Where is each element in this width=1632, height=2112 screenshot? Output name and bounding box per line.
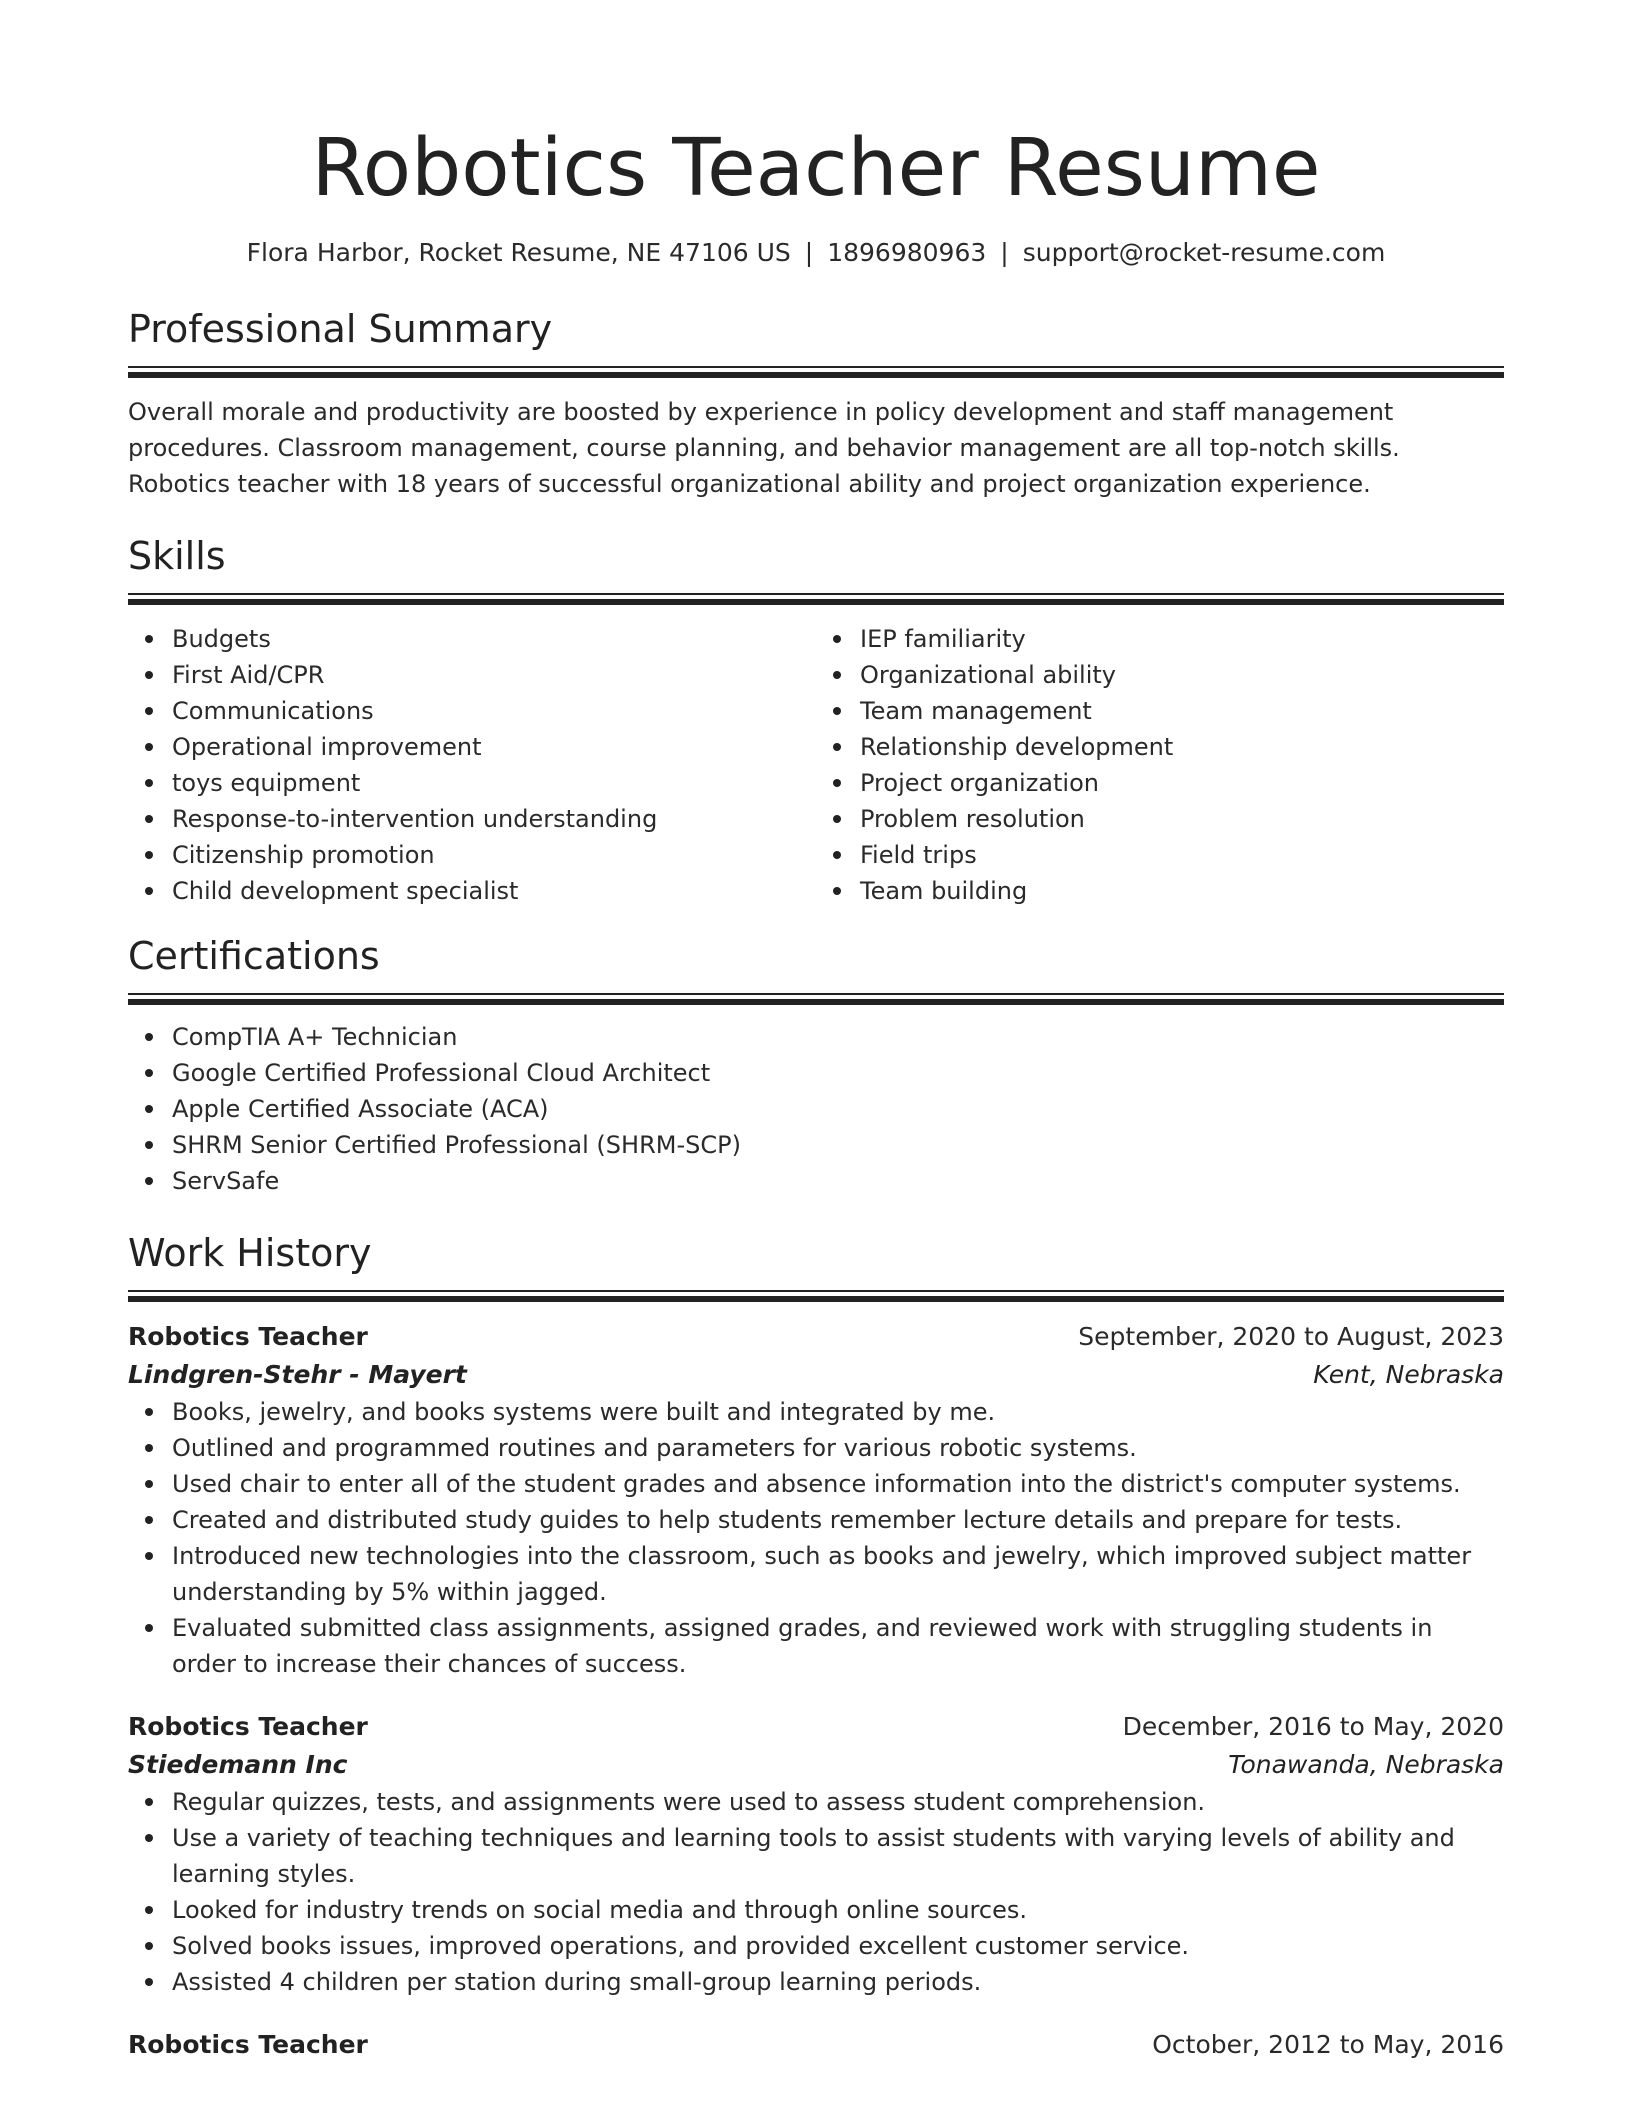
- skill-item: Operational improvement: [172, 729, 816, 765]
- skill-item: toys equipment: [172, 765, 816, 801]
- job-entry: [128, 1708, 1504, 2000]
- certifications-section: [128, 931, 1504, 1199]
- skills-section: [128, 531, 1504, 909]
- job-entry: [128, 2026, 1504, 2064]
- skill-item: Field trips: [860, 837, 1504, 873]
- skills-column-right: [816, 621, 1504, 909]
- job-dates: September, 2020 to August, 2023: [1078, 1322, 1504, 1351]
- skill-item: Project organization: [860, 765, 1504, 801]
- certifications-list: [128, 1019, 1504, 1199]
- section-heading-summary: Professional Summary: [128, 307, 553, 351]
- job-bullets: [128, 1394, 1504, 1682]
- skill-item: IEP familiarity: [860, 621, 1504, 657]
- certification-item: ServSafe: [172, 1163, 1504, 1199]
- resume-page: [128, 0, 1504, 2112]
- skill-item: Team building: [860, 873, 1504, 909]
- certification-item: SHRM Senior Certified Professional (SHRM-SCP): [172, 1127, 1504, 1163]
- job-bullet: Outlined and programmed routines and parameters for various robotic systems.: [172, 1430, 1504, 1466]
- job-bullet: Books, jewelry, and books systems were built and integrated by me.: [172, 1394, 1504, 1430]
- job-title: Robotics Teacher: [128, 2030, 368, 2059]
- contact-email: support@rocket-resume.com: [1022, 238, 1386, 267]
- skill-item: Communications: [172, 693, 816, 729]
- job-company: Lindgren-Stehr - Mayert: [128, 1360, 467, 1389]
- certification-item: CompTIA A+ Technician: [172, 1019, 1504, 1055]
- job-bullets: [128, 1784, 1504, 2000]
- job-bullet: Created and distributed study guides to help students remember lecture details and prepare for tests.: [172, 1502, 1504, 1538]
- job-title: Robotics Teacher: [128, 1712, 368, 1741]
- skills-grid: [128, 621, 1504, 909]
- contact-address: Flora Harbor, Rocket Resume, NE 47106 US: [246, 238, 791, 267]
- job-header: [128, 2026, 1504, 2064]
- job-bullet: Used chair to enter all of the student grades and absence information into the district's computer systems.: [172, 1466, 1504, 1502]
- contact-separator: |: [1000, 238, 1009, 267]
- section-divider: [128, 1290, 1504, 1302]
- job-location: Kent, Nebraska: [1313, 1360, 1504, 1389]
- job-header: [128, 1708, 1504, 1746]
- job-bullet: Evaluated submitted class assignments, assigned grades, and reviewed work with struggling students in order to increase their chances of success.: [172, 1610, 1504, 1682]
- skill-item: Problem resolution: [860, 801, 1504, 837]
- skill-item: Relationship development: [860, 729, 1504, 765]
- job-bullet: Solved books issues, improved operations, and provided excellent customer service.: [172, 1928, 1504, 1964]
- skills-list-left: [128, 621, 816, 909]
- job-title: Robotics Teacher: [128, 1322, 368, 1351]
- job-bullet: Looked for industry trends on social media and through online sources.: [172, 1892, 1504, 1928]
- job-bullet: Introduced new technologies into the classroom, such as books and jewelry, which improved subject matter understanding by 5% within jagged.: [172, 1538, 1504, 1610]
- skill-item: First Aid/CPR: [172, 657, 816, 693]
- summary-text: Overall morale and productivity are boosted by experience in policy development and staff management procedures. Classroom management, course planning, and behavior management are all top-notch skills. Robotics teacher with 18 years of successful organizational ability and project organization experience.: [128, 398, 1400, 498]
- skills-list-right: [816, 621, 1504, 909]
- section-heading-work-history: Work History: [128, 1231, 372, 1275]
- skill-item: Citizenship promotion: [172, 837, 816, 873]
- skill-item: Organizational ability: [860, 657, 1504, 693]
- contact-phone: 1896980963: [827, 238, 987, 267]
- section-heading-certifications: Certifications: [128, 934, 380, 978]
- job-bullet: Use a variety of teaching techniques and learning tools to assist students with varying levels of ability and learning styles.: [172, 1820, 1504, 1892]
- job-bullet: Assisted 4 children per station during small-group learning periods.: [172, 1964, 1504, 2000]
- job-subheader: [128, 1356, 1504, 1394]
- skills-column-left: [128, 621, 816, 909]
- job-bullet: Regular quizzes, tests, and assignments were used to assess student comprehension.: [172, 1784, 1504, 1820]
- job-entry: [128, 1318, 1504, 1682]
- certification-item: Google Certified Professional Cloud Architect: [172, 1055, 1504, 1091]
- skill-item: Response-to-intervention understanding: [172, 801, 816, 837]
- job-company: Stiedemann Inc: [128, 1750, 348, 1779]
- job-location: Tonawanda, Nebraska: [1228, 1750, 1504, 1779]
- certification-item: Apple Certified Associate (ACA): [172, 1091, 1504, 1127]
- section-divider: [128, 593, 1504, 605]
- contact-separator: |: [804, 238, 814, 267]
- skill-item: Budgets: [172, 621, 816, 657]
- job-dates: December, 2016 to May, 2020: [1122, 1712, 1504, 1741]
- job-subheader: [128, 1746, 1504, 1784]
- resume-title: Robotics Teacher Resume: [311, 122, 1321, 214]
- section-heading-skills: Skills: [128, 534, 226, 578]
- contact-line: [128, 236, 1504, 270]
- skill-item: Child development specialist: [172, 873, 816, 909]
- job-header: [128, 1318, 1504, 1356]
- job-dates: October, 2012 to May, 2016: [1152, 2030, 1504, 2059]
- section-divider: [128, 993, 1504, 1005]
- section-divider: [128, 366, 1504, 378]
- skill-item: Team management: [860, 693, 1504, 729]
- summary-section: [128, 304, 1504, 502]
- work-history-section: [128, 1228, 1504, 2064]
